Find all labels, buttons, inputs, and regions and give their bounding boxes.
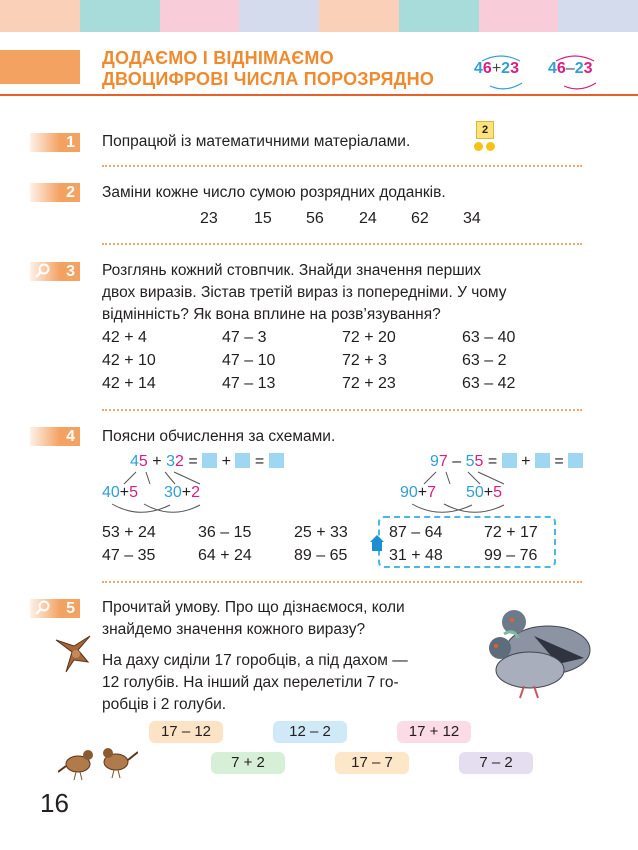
strip-segment xyxy=(479,0,559,32)
task3-expression: 42 + 10 xyxy=(102,352,156,369)
task-number-4: 4 xyxy=(30,427,80,446)
header-accent-bar xyxy=(0,50,80,84)
dotted-separator xyxy=(102,409,582,411)
magnifier-icon xyxy=(34,263,50,279)
task3-line-1: Розглянь кожний стовпчик. Знайди значення перших xyxy=(102,262,482,279)
task4-exercise: 99 – 76 xyxy=(484,547,538,564)
subtraction-badge: 46–23 xyxy=(548,60,593,77)
task-number-1: 1 xyxy=(30,133,80,152)
homework-frame xyxy=(378,516,556,568)
task5-story-1: На даху сиділи 17 горобців, а під дахом — xyxy=(102,652,408,669)
task4-exercise: 31 + 48 xyxy=(389,547,443,564)
task5-story-2: 12 голубів. На інший дах перелетіли 7 го- xyxy=(102,674,399,691)
task4-exercise: 89 – 65 xyxy=(294,547,348,564)
task4-exercise: 87 – 64 xyxy=(389,524,443,541)
expression-chip: 17 + 12 xyxy=(397,721,471,743)
task3-expression: 72 + 23 xyxy=(342,375,396,392)
answer-box[interactable] xyxy=(535,453,550,468)
task4-exercise: 72 + 17 xyxy=(484,524,538,541)
answer-box[interactable] xyxy=(568,453,583,468)
dice-icon xyxy=(476,121,494,139)
counter-dot-icon xyxy=(486,142,495,151)
task2-number: 23 xyxy=(200,210,218,227)
scheme-left-split-2: 30+2 xyxy=(164,484,201,501)
addition-badge: 46+23 xyxy=(474,60,519,77)
task2-text: Заміни кожне число сумою розрядних доданків. xyxy=(102,184,446,201)
task2-number: 56 xyxy=(306,210,324,227)
answer-box[interactable] xyxy=(502,453,517,468)
expression-chip: 17 – 7 xyxy=(335,752,409,774)
task3-expression: 42 + 4 xyxy=(102,329,147,346)
task5-line-2: знайдемо значення кожного виразу? xyxy=(102,621,366,638)
strip-segment xyxy=(399,0,479,32)
strip-segment xyxy=(160,0,240,32)
house-icon xyxy=(370,535,384,551)
scheme-right-split-1: 90+7 xyxy=(400,484,437,501)
task5-line-1: Прочитай умову. Про що дізнаємося, коли xyxy=(102,599,405,616)
expression-chip: 7 – 2 xyxy=(459,752,533,774)
task2-number: 15 xyxy=(254,210,272,227)
strip-segment xyxy=(239,0,319,32)
task3-expression: 63 – 42 xyxy=(462,375,516,392)
task4-text: Поясни обчислення за схемами. xyxy=(102,428,336,445)
subtraction-arrows-icon xyxy=(550,53,600,93)
expression-chip: 17 – 12 xyxy=(149,721,223,743)
scheme-right-expression: 97 – 55 = + = xyxy=(430,453,583,471)
task2-number: 24 xyxy=(359,210,377,227)
page-number: 16 xyxy=(40,788,69,818)
scheme-right-split-2: 50+5 xyxy=(466,484,503,501)
task4-exercise: 47 – 35 xyxy=(102,547,156,564)
task3-expression: 72 + 3 xyxy=(342,352,387,369)
strip-segment xyxy=(0,0,80,32)
task3-expression: 47 – 10 xyxy=(222,352,276,369)
dotted-separator xyxy=(102,165,582,167)
task3-expression: 47 – 3 xyxy=(222,329,267,346)
expression-chip: 7 + 2 xyxy=(211,752,285,774)
counter-dot-icon xyxy=(474,142,483,151)
scheme-left-split-1: 40+5 xyxy=(102,484,139,501)
task4-exercise: 53 + 24 xyxy=(102,524,156,541)
task4-exercise: 25 + 33 xyxy=(294,524,348,541)
title-line-1: ДОДАЄМО І ВІДНІМАЄМО xyxy=(102,48,334,68)
task3-expression: 63 – 40 xyxy=(462,329,516,346)
flying-sparrow-icon xyxy=(54,632,94,676)
title-line-2: ДВОЦИФРОВІ ЧИСЛА ПОРОЗРЯДНО xyxy=(102,69,435,89)
strip-segment xyxy=(80,0,160,32)
dotted-separator xyxy=(102,581,582,583)
sparrow-icon xyxy=(58,742,98,782)
task3-expression: 47 – 13 xyxy=(222,375,276,392)
task-number-3: 3 xyxy=(30,262,80,281)
answer-box[interactable] xyxy=(235,453,250,468)
scheme-left-expression: 45 + 32 = + = xyxy=(130,453,284,471)
dotted-separator xyxy=(102,243,582,245)
header-divider xyxy=(0,94,638,96)
task-number-5: 5 xyxy=(30,599,80,618)
magnifier-icon xyxy=(34,600,50,616)
task3-expression: 63 – 2 xyxy=(462,352,507,369)
task2-number: 62 xyxy=(411,210,429,227)
task-number-2: 2 xyxy=(30,183,80,202)
strip-segment xyxy=(319,0,399,32)
task3-expression: 42 + 14 xyxy=(102,375,156,392)
addition-arrows-icon xyxy=(476,53,526,93)
task3-line-3: відмінність? Як вона вплине на розв’язування? xyxy=(102,306,441,323)
answer-box[interactable] xyxy=(202,453,217,468)
task3-expression: 72 + 20 xyxy=(342,329,396,346)
task4-exercise: 36 – 15 xyxy=(198,524,252,541)
expression-chip: 12 – 2 xyxy=(273,721,347,743)
lesson-title xyxy=(102,48,434,90)
task3-line-2: двох виразів. Зістав третій вираз із попередніми. У чому xyxy=(102,284,507,301)
strip-segment xyxy=(558,0,638,32)
task2-number: 34 xyxy=(463,210,481,227)
pigeons-icon xyxy=(474,598,598,702)
answer-box[interactable] xyxy=(269,453,284,468)
top-color-strip xyxy=(0,0,638,32)
task5-story-3: робців і 2 голуби. xyxy=(102,696,227,713)
sparrow-icon xyxy=(96,740,138,780)
dice-value: 2 xyxy=(481,124,489,136)
task1-text: Попрацюй із математичними матеріалами. xyxy=(102,133,411,150)
task4-exercise: 64 + 24 xyxy=(198,547,252,564)
